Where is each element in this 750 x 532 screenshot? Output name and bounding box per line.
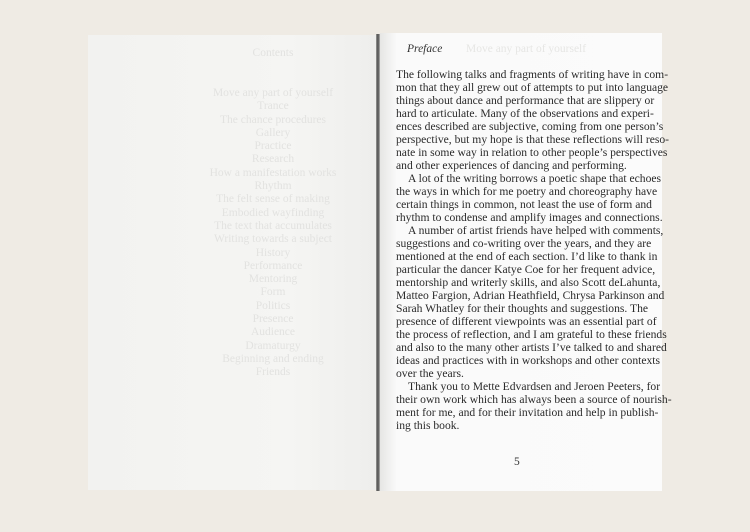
text-line: hard to articulate. Many of the observations and experi- (396, 107, 654, 120)
text-line: Matteo Fargion, Adrian Heathfield, Chrysa Parkinson and (396, 289, 665, 302)
text-line: mon that they all grew out of attempts to put into language (396, 81, 669, 94)
show-through-item: Move any part of yourself (212, 87, 334, 99)
text-line: their own work which has always been a source of nourish- (396, 393, 672, 406)
show-through-item: Writing towards a subject (213, 233, 333, 246)
text-line: and also to the many other artists I’ve talked to and shared (396, 341, 667, 354)
show-through-item: The chance procedures (220, 113, 326, 126)
text-line: Thank you to Mette Edvardsen and Jeroen Peeters, for (408, 380, 661, 393)
text-line: particular the dancer Katye Coe for her frequent advice, (396, 263, 656, 276)
text-line: the process of reflection, and I am grateful to these friends (396, 328, 667, 341)
text-line: suggestions and co-writing over the years, and they are (396, 237, 652, 250)
text-line: mentioned at the end of each section. I’d like to thank in (396, 250, 658, 263)
text-line: ment for me, and for their invitation and help in publish- (396, 406, 659, 419)
show-through-item: Mentoring (248, 273, 298, 286)
text-line: ences described are subjective, coming from one person’s (396, 120, 664, 133)
show-through-item: Form (260, 286, 286, 299)
text-line: A number of artist friends have helped with comments, (408, 224, 664, 237)
text-line: mentorship and writerly skills, and also Scott deLahunta, (396, 276, 661, 289)
paragraph (396, 172, 663, 224)
text-line: nate in some way in relation to other people’s perspectives (396, 146, 668, 159)
page-number: 5 (514, 456, 520, 468)
paragraph (396, 380, 672, 432)
show-through-item: Beginning and ending (222, 352, 324, 365)
show-through-item: Dramaturgy (245, 339, 301, 352)
text-line: perspective, but my hope is that these reflections will reso- (396, 133, 670, 146)
text-line: rhythm to condense and amplify images and connections. (396, 211, 663, 224)
show-through-item: Presence (252, 313, 294, 326)
show-through-item: Politics (255, 299, 291, 312)
text-line: and other experiences of dancing and performing. (396, 159, 627, 172)
text-line: certain things in common, not least the use of form and (396, 198, 652, 211)
show-through-item: Rhythm (254, 180, 292, 193)
show-through-item: The text that accumulates (214, 219, 332, 232)
show-through-item: Practice (254, 140, 292, 153)
text-line: ing this book. (396, 419, 460, 432)
text-line: presence of different viewpoints was an essential part of (396, 315, 657, 328)
show-through-item: History (255, 246, 291, 259)
text-line: the ways in which for me poetry and choreography have (396, 185, 658, 198)
text-line: ideas and practices with in workshops and other contexts (396, 354, 661, 367)
text-line: Sarah Whatley for their thoughts and suggestions. The (396, 302, 649, 315)
show-through-item: Trance (257, 100, 289, 113)
running-head: Preface (407, 43, 443, 55)
show-through-item: Audience (250, 326, 296, 339)
show-through-item: Gallery (255, 126, 291, 139)
right-page (380, 33, 672, 491)
show-through-title: Contents (252, 47, 294, 59)
show-through-item: Friends (255, 366, 291, 379)
text-line: A lot of the writing borrows a poetic shape that echoes (408, 172, 662, 185)
paragraph (396, 224, 667, 380)
left-page (88, 35, 377, 490)
show-through-list (178, 87, 368, 380)
show-through-item: Research (251, 153, 295, 166)
show-through-item: How a manifestation works (209, 166, 337, 179)
text-line: things about dance and performance that are slippery or (396, 94, 655, 107)
show-through-item: Performance (243, 259, 303, 272)
show-through-item: Embodied wayfinding (221, 206, 325, 219)
show-through-head: Move any part of yourself (466, 43, 587, 55)
text-line: The following talks and fragments of writing have in com- (396, 68, 669, 81)
paragraph (396, 68, 670, 172)
show-through-item: The felt sense of making (216, 193, 330, 206)
preface-body (396, 68, 672, 432)
text-line: over the years. (396, 367, 464, 380)
